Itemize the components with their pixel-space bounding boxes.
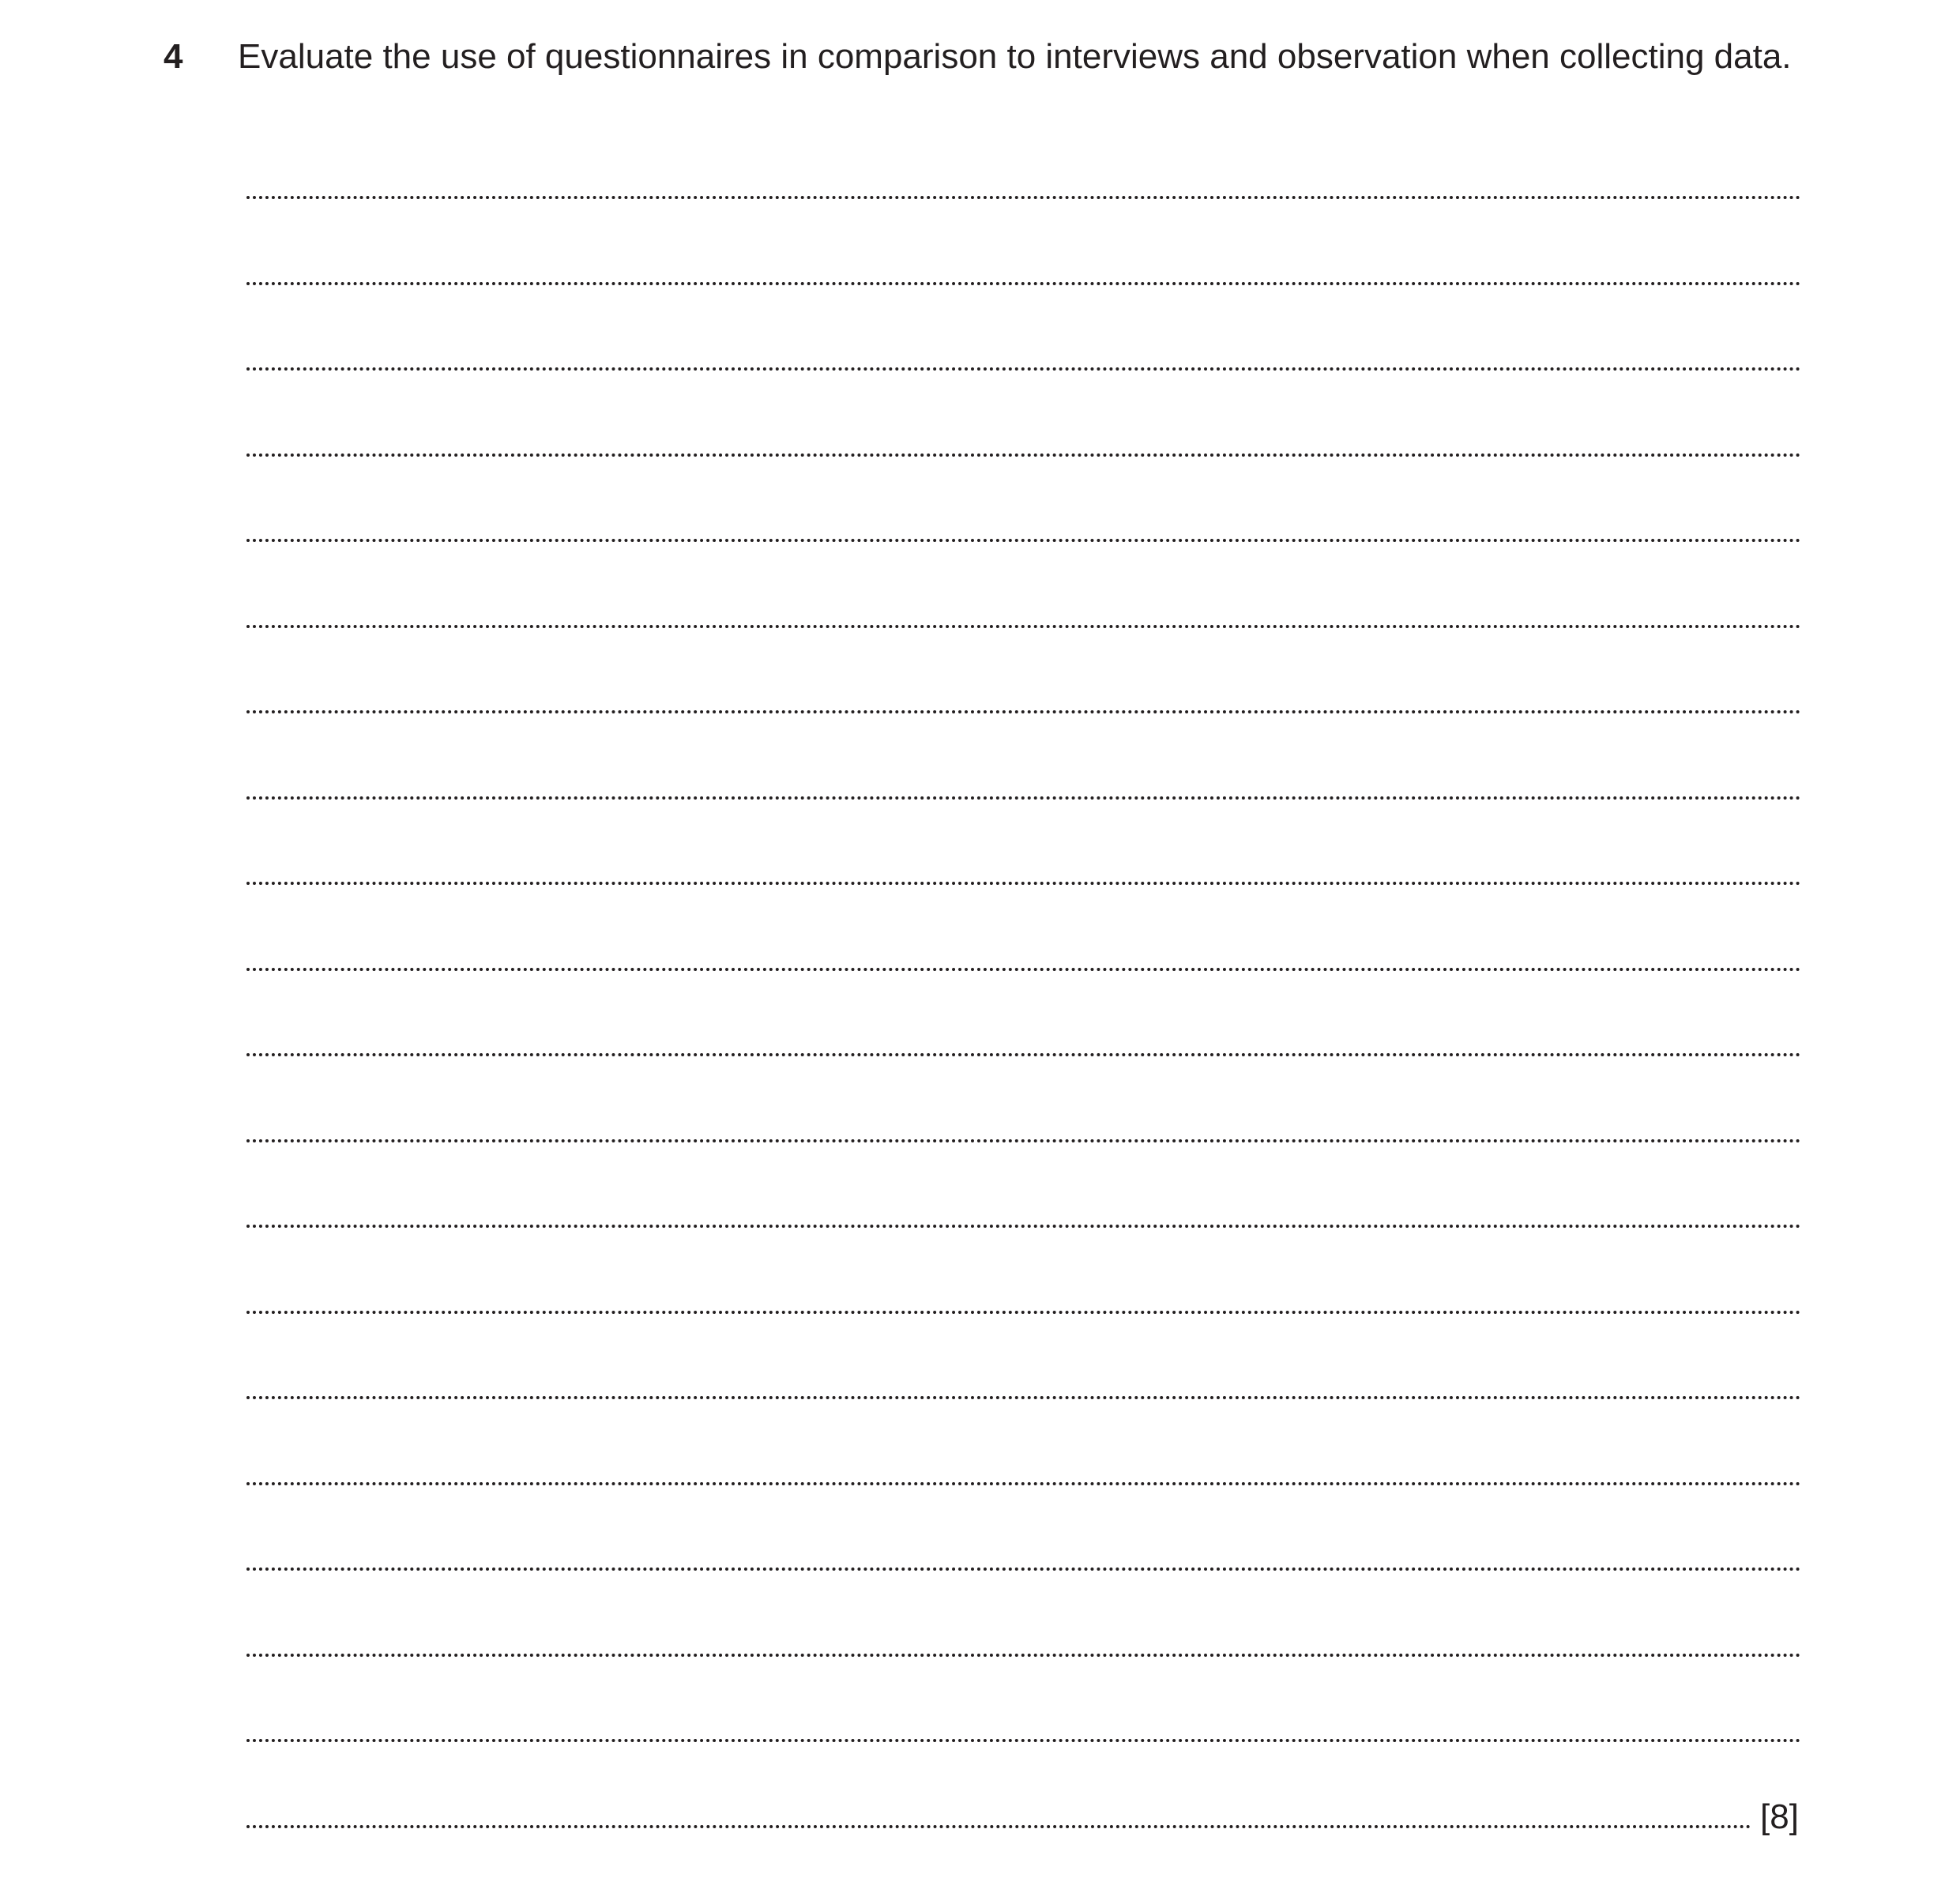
answer-line[interactable] — [246, 796, 1801, 800]
answer-line[interactable] — [246, 882, 1801, 885]
answer-line[interactable] — [246, 454, 1801, 457]
answer-line[interactable] — [246, 625, 1801, 628]
answer-line[interactable] — [246, 1825, 1751, 1828]
answer-line[interactable] — [246, 1225, 1801, 1228]
answer-line[interactable] — [246, 1739, 1801, 1742]
answer-line[interactable] — [246, 196, 1801, 199]
answer-line[interactable] — [246, 1139, 1801, 1142]
question-text: Evaluate the use of questionnaires in comparison to interviews and observation when collecting data. — [238, 37, 1792, 76]
answer-line[interactable] — [246, 1311, 1801, 1314]
answer-line[interactable] — [246, 1396, 1801, 1399]
answer-line[interactable] — [246, 367, 1801, 371]
answer-line[interactable] — [246, 1568, 1801, 1571]
answer-line[interactable] — [246, 968, 1801, 971]
answer-line[interactable] — [246, 539, 1801, 542]
answer-line[interactable] — [246, 1654, 1801, 1657]
answer-line[interactable] — [246, 710, 1801, 713]
question-number: 4 — [164, 37, 183, 76]
answer-line[interactable] — [246, 1053, 1801, 1056]
answer-lines[interactable] — [246, 0, 1804, 1878]
marks-label: [8] — [1760, 1797, 1799, 1836]
answer-line[interactable] — [246, 282, 1801, 285]
answer-line[interactable] — [246, 1482, 1801, 1485]
